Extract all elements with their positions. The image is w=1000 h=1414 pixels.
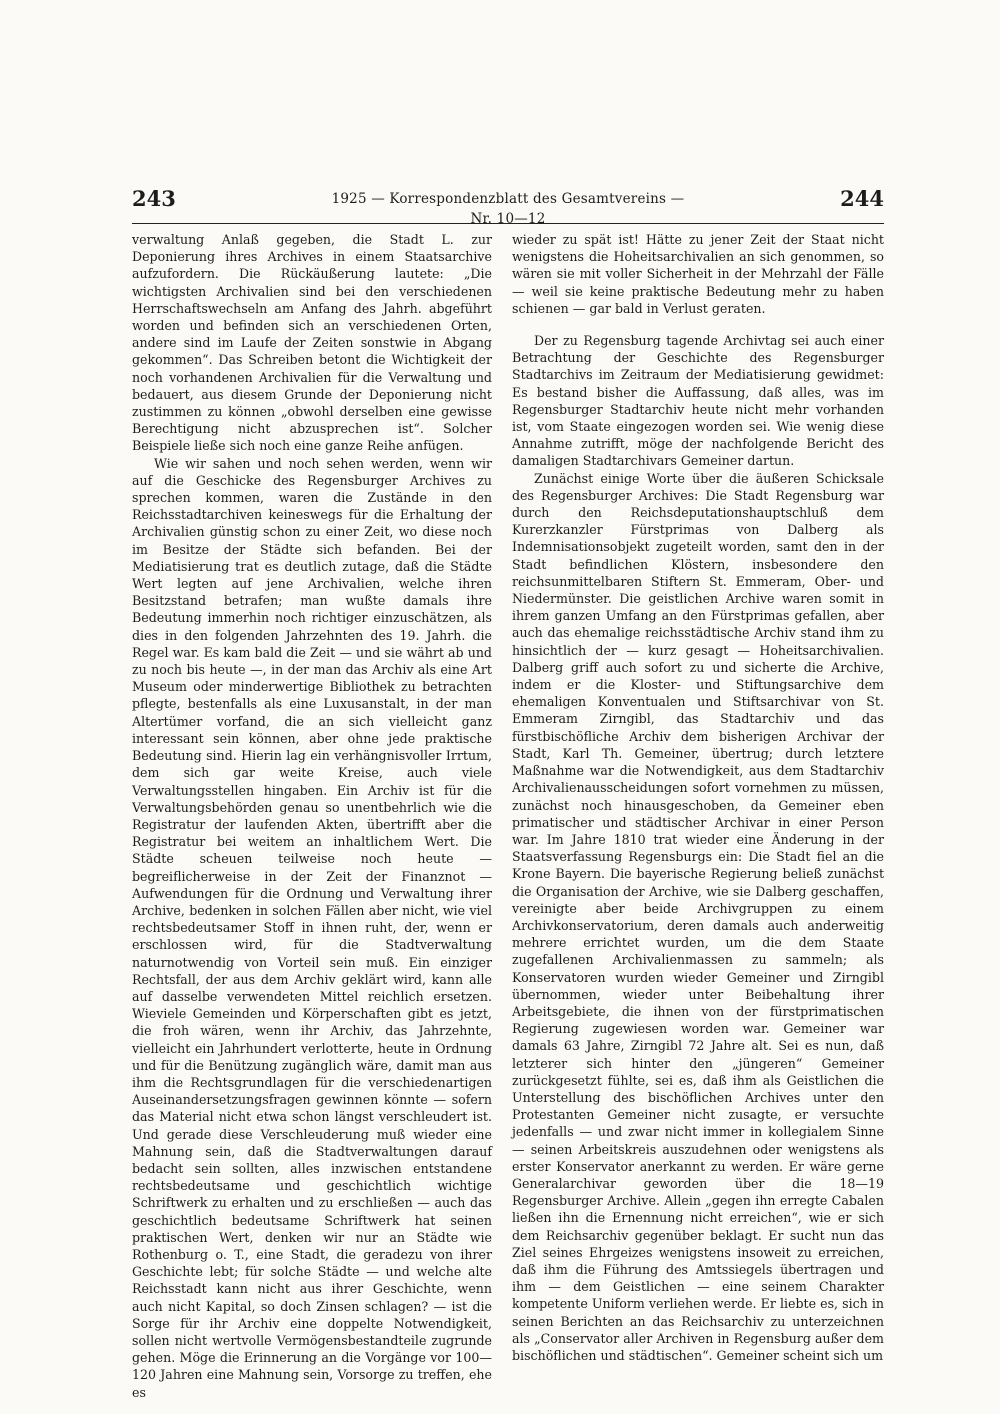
- paragraph: wieder zu spät ist! Hätte zu jener Zeit der Staat nicht wenigstens die Hoheitsarchivalien an sich genommen, so wären sie mit voller Sicherheit in der Mehrzahl der Fälle — weil sie keine praktische Bedeutung mehr zu haben schienen — gar bald in Verlust geraten.: [512, 232, 884, 316]
- header-rule: [132, 223, 884, 224]
- paragraph: Zunächst einige Worte über die äußeren Schicksale des Regensburger Archives: Die Stadt Regensburg war durch den Reichsdeputationshauptschluß dem Kurerzkanzler Fürstprimas von Dalberg als Indemnisationsobjekt zugeteilt worden, samt den in der Stadt befindlichen Klöstern, insbesondere den reichsunmittelbaren Stiftern St. Emmeram, Ober- und Niedermünster. Die geistlichen Archive waren somit in ihrem ganzen Umfang an den Fürstprimas gefallen, aber auch das ehemalige reichsstädtische Archiv stand ihm zu hinsichtlich der — kurz gesagt — Hoheitsarchivalien. Dalberg griff auch sofort zu und sicherte die Archive, indem er die Kloster- und Stiftungsarchive dem ehemaligen Konventualen und Stiftsarchivar von St. Emmeram Zirngibl, das Stadtarchiv und das fürstbischöfliche Archiv dem bisherigen Archivar der Stadt, Karl Th. Gemeiner, übertrug; durch letztere Maßnahme war die Notwendigkeit, aus dem Stadtarchiv Archivalienausscheidungen sofort vornehmen zu müssen, zunächst noch hinausgeschoben, da Gemeiner eben primatischer und städtischer Archivar in einer Person war. Im Jahre 1810 trat wieder eine Änderung in der Staatsverfassung Regensburgs ein: Die Stadt fiel an die Krone Bayern. Die bayerische Regierung beließ zunächst die Organisation der Archive, wie sie Dalberg geschaffen, vereinigte aber beide Archivgruppen zu einem Archivkonservatorium, deren damals auch anderweitig mehrere errichtet wurden, um die dem Staate zugefallenen Archivalienmassen zu sammeln; als Konservatoren wurden wieder Gemeiner und Zirngibl übernommen, wieder unter Beibehaltung ihrer Arbeitsgebiete, die ihnen von der fürstprimatischen Regierung zugewiesen worden war. Gemeiner war damals 63 Jahre, Zirngibl 72 Jahre alt. Sei es nun, daß letzterer sich hinter den „jüngeren“ Gemeiner zurückgesetzt fühlte, sei es, daß ihm als Geistlichen die Unterstellung des bischöflichen Archives unter den Protestanten Gemeiner nicht zusagte, er versuchte jedenfalls — und zwar nicht immer in kollegialem Sinne — seinen Arbeitskreis auszudehnen oder wenigstens als erster Konservator anerkannt zu werden. Er wäre gerne Generalarchivar geworden über die 18—19 Regensburger Archive. Allein „gegen ihn erregte Cabalen ließen ihn die Ernennung nicht erreichen“, wie er sich dem Reichsarchiv gegenüber beklagt. Er sucht nun das Ziel seines Ehrgeizes wenigstens insoweit zu erreichen, daß ihm die Führung des Amtssiegels übertragen und ihm — dem Geistlichen — eine seinem Charakter kompetente Uniform verliehen werde. Er liebte es, sich in seinen Berichten an das Reichsarchiv zu unterzeichnen als „Conservator aller Archiven in Regensburg außer dem bischöflichen und städtischen“. Gemeiner scheint sich um: [512, 470, 884, 1363]
- running-title: 1925 — Korrespondenzblatt des Gesamtvereins — Nr. 10—12: [331, 191, 685, 227]
- page-number-left: 243: [132, 186, 176, 211]
- page-header: [132, 186, 884, 227]
- paragraph: verwaltung Anlaß gegeben, die Stadt L. zur Deponierung ihres Archives in einem Staatsarchive aufzufordern. Die Rückäußerung lautete: „Die wichtigsten Archivalien sind bei den verschiedenen Herrschaftswechseln am Anfang des Jahrh. abgeführt worden und befinden sich an verschiedenen Orten, andere sind im Laufe der Zeiten sonstwie in Abgang gekommen“. Das Schreiben betont die Wichtigkeit der noch vorhandenen Archivalien für die Verwaltung und bedauert, aus diesem Grunde der Deponierung nicht zustimmen zu können „obwohl derselben eine gewisse Berechtigung nicht abzusprechen ist“. Solcher Beispiele ließe sich noch eine ganze Reihe anfügen.: [132, 232, 492, 454]
- page-number-right: 244: [840, 186, 884, 211]
- left-column: [132, 231, 492, 1401]
- paragraph: Der zu Regensburg tagende Archivtag sei auch einer Betrachtung der Geschichte des Regensburger Stadtarchivs im Zeitraum der Mediatisierung gewidmet: Es bestand bisher die Auffassung, daß alles, was im Regensburger Stadtarchiv heute nicht mehr vorhanden ist, vom Staate eingezogen worden sei. Wie wenig diese Annahme zutrifft, möge der nachfolgende Bericht des damaligen Stadtarchivars Gemeiner dartun.: [512, 333, 884, 469]
- right-column: [512, 231, 884, 1364]
- paragraph: Wie wir sahen und noch sehen werden, wenn wir auf die Geschicke des Regensburger Archives zu sprechen kommen, waren die Zustände in den Reichsstadtarchiven keineswegs für die Erhaltung der Archivalien günstig schon zu einer Zeit, wo diese noch im Besitze der Städte sich befanden. Bei der Mediatisierung trat es deutlich zutage, daß die Städte Wert legten auf jene Archivalien, welche ihren Besitzstand betrafen; man wußte damals ihre Bedeutung immerhin noch richtiger einzuschätzen, als dies in den folgenden Jahrzehnten des 19. Jahrh. die Regel war. Es kam bald die Zeit — und sie währt ab und zu noch bis heute —, in der man das Archiv als eine Art Museum oder minderwertige Bibliothek zu betrachten pflegte, bestenfalls als eine Luxusanstalt, in der man Altertümer vorfand, die an sich vielleicht ganz interessant sein können, aber ohne jede praktische Bedeutung sind. Hierin lag ein verhängnisvoller Irrtum, dem sich gar weite Kreise, auch viele Verwaltungsstellen hingaben. Ein Archiv ist für die Verwaltungsbehörden genau so unentbehrlich wie die Registratur der laufenden Akten, übertrifft aber die Registratur bei weitem an inhaltlichem Wert. Die Städte scheuen teilweise noch heute — begreiflicherweise in der Zeit der Finanznot — Aufwendungen für die Ordnung und Verwaltung ihrer Archive, bedenken in solchen Fällen aber nicht, wie viel rechtsbedeutsamer Stoff in ihnen ruht, der, wenn er erschlossen wird, für die Stadtverwaltung naturnotwendig von Vorteil sein muß. Ein einziger Rechtsfall, der aus dem Archiv geklärt wird, kann alle auf dasselbe verwendeten Mittel reichlich ersetzen. Wieviele Gemeinden und Körperschaften gibt es jetzt, die froh wären, wenn ihr Archiv, das Jahrzehnte, vielleicht ein Jahrhundert verlotterte, heute in Ordnung und für die Benützung zugänglich wäre, damit man aus ihm die Rechtsgrundlagen für die verschiedenartigen Auseinandersetzungsfragen gewinnen könnte — sofern das Material nicht etwa schon längst verschleudert ist. Und gerade diese Verschleuderung muß wieder eine Mahnung sein, daß die Stadtverwaltungen darauf bedacht sein sollten, alles inzwischen entstandene rechtsbedeutsame und geschichtlich wichtige Schriftwerk zu erhalten und zu erschließen — auch das geschichtlich bedeutsame Schriftwerk hat seinen praktischen Wert, denken wir nur an Städte wie Rothenburg o. T., eine Stadt, die geradezu von ihrer Geschichte lebt; für solche Städte — und welche alte Reichsstadt kann nicht aus ihrer Geschichte, wenn auch nicht Kapital, so doch Zinsen schlagen? — ist die Sorge für ihr Archiv eine doppelte Notwendigkeit, sollen nicht wertvolle Vermögensbestandteile zugrunde gehen. Möge die Erinnerung an die Vorgänge vor 100—120 Jahren eine Mahnung sein, Vorsorge zu treffen, ehe es: [132, 455, 492, 1400]
